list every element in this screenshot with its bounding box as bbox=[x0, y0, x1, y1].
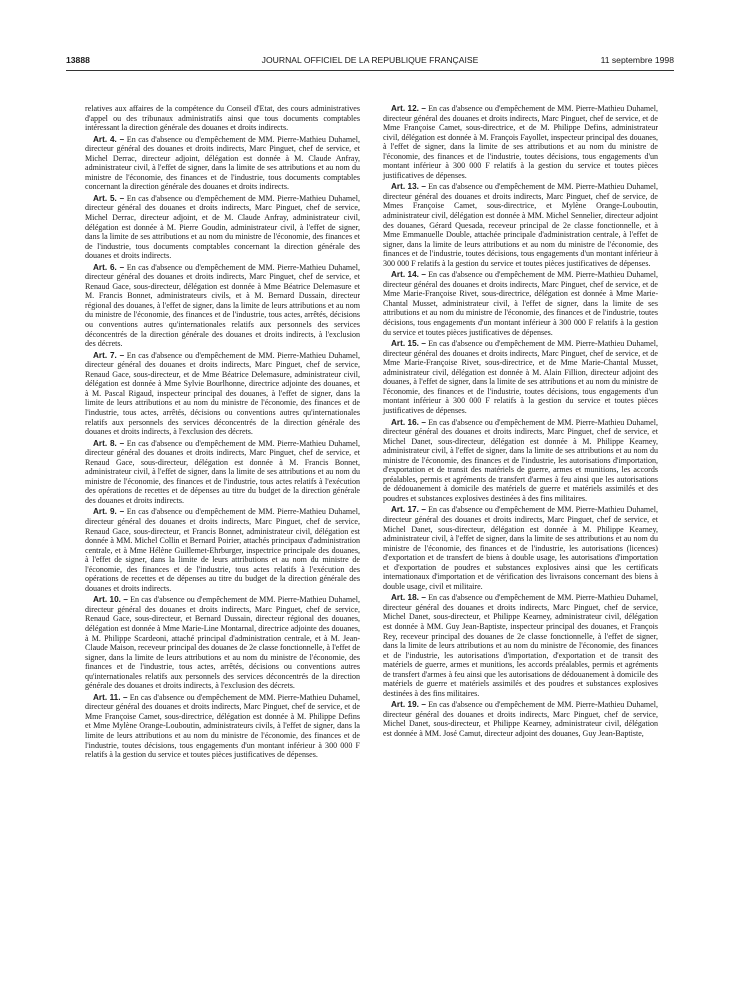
article-text: En cas d'absence ou d'empêchement de MM. Pierre-Mathieu Duhamel, directeur général des douanes et droits indirects, Marc Pinguet, chef de service, et de Mme Marie-Françoise Rivet, sous-directrice, et de Mme Marie-Chantal Musset, administrateur civil, délégation est donnée à M. Alain Fillion, directeur adjoint des douanes, à l'effet de signer, dans la limite de ses attributions et au nom du ministre de l'économie, des finances et de l'industrie, toutes décisions, tous engagements d'un montant inférieur à 300 000 F relatifs à la gestion du service et toutes pièces justificatives de dépenses. bbox=[383, 339, 658, 415]
issue-date: 11 septembre 1998 bbox=[600, 55, 674, 65]
article-label: Art. 14. – bbox=[391, 270, 426, 280]
article-label: Art. 11. – bbox=[93, 692, 128, 702]
article-paragraph bbox=[85, 507, 360, 593]
article-label: Art. 10. – bbox=[93, 595, 128, 605]
page-header bbox=[66, 55, 674, 69]
article-label: Art. 16. – bbox=[391, 417, 426, 427]
article-text: En cas d'absence ou d'empêchement de MM. Pierre-Mathieu Duhamel, directeur général des douanes et droits indirects, Marc Pinguet, chef de service, et Michel Danet, sous-directeur, délégation est donnée à M. Philippe Kearney, administrateur civil, à l'effet de signer, dans la limite de ses attributions et au nom du ministre de l'économie, des finances et de l'industrie, les autorisations (licences) d'exportation et de transfert de biens à double usage, les autorisations d'importation et d'exportation de poudres et substances explosives ainsi que les certificats internationaux d'importation et de vérification des livraisons concernant des biens à double usage, civil et militaire. bbox=[383, 505, 658, 591]
article-paragraph bbox=[383, 182, 658, 268]
article-paragraph bbox=[85, 351, 360, 437]
article-paragraph bbox=[383, 505, 658, 591]
article-paragraph bbox=[383, 418, 658, 504]
article-paragraph bbox=[383, 339, 658, 415]
article-text: En cas d'absence ou d'empêchement de MM. Pierre-Mathieu Duhamel, directeur général des douanes et droits indirects, Marc Pinguet, chef de service, et Michel Derrac, directeur adjoint, délégation est donnée à M. Claude Anfray, administrateur civil, à l'effet de signer, dans la limite de ses attributions et au nom du ministre de l'économie, des finances et de l'industrie, tous documents comptables concernant la direction générale des douanes et droits indirects. bbox=[85, 134, 360, 192]
article-text: En cas d'absence ou d'empêchement de MM. Pierre-Mathieu Duhamel, directeur général des douanes et droits indirects, Marc Pinguet, chef de service, et de Mme Françoise Camet, sous-directrice, délégation est donnée à M. Philippe Defins et Mme Mylène Orange-Louboutin, administrateurs civils, à l'effet de signer, dans la limite de leurs attributions et au nom du ministre de l'économie, des finances et de l'industrie, toutes décisions, tous engagements d'un montant inférieur à 300 000 F relatifs à la gestion du service et toutes pièces justificatives de dépenses. bbox=[85, 692, 360, 760]
article-paragraph bbox=[383, 700, 658, 738]
article-text: En cas d'absence ou d'empêchement de MM. Pierre-Mathieu Duhamel, directeur général des douanes et droits indirects, Marc Pinguet, chef de service, Renaud Gace, sous-directeur, et Francis Bonnet, administrateur civil, délégation est donnée à MM. Michel Collin et Bernard Poirier, attachés principaux d'administration centrale, et à Mme Hélène Guillemet-Ehrburger, inspectrice principale des douanes, à l'effet de signer, dans la limite de leurs attributions et au nom du ministre de l'économie, des finances et de l'industrie, tous actes relatifs à l'exécution des opérations de recettes et de dépenses au titre du budget de la direction générale des douanes et droits indirects. bbox=[85, 507, 360, 593]
article-paragraph bbox=[85, 263, 360, 349]
article-label: Art. 6. – bbox=[93, 262, 125, 272]
header-rule bbox=[66, 70, 674, 71]
article-paragraph bbox=[85, 693, 360, 760]
article-paragraph bbox=[85, 595, 360, 690]
article-label: Art. 8. – bbox=[93, 438, 125, 448]
article-label: Art. 12. – bbox=[391, 104, 426, 113]
article-text: En cas d'absence ou d'empêchement de MM. Pierre-Mathieu Duhamel, directeur général des douanes et droits indirects, Marc Pinguet, chef de service, et Renaud Gace, sous-directeur, délégation est donnée à M. Francis Bonnet, administrateur civil, à l'effet de signer, dans la limite de ses attributions et au nom du ministre de l'économie, des finances et de l'industrie, tous actes relatifs à l'exécution des opérations de recettes et de dépenses au titre du budget de la direction générale des douanes et droits indirects. bbox=[85, 438, 360, 505]
article-label: Art. 7. – bbox=[93, 350, 125, 360]
article-text: En cas d'absence ou d'empêchement de MM. Pierre-Mathieu Duhamel, directeur général des douanes et droits indirects, Marc Pinguet, chef de service, et de Mme Françoise Camet, sous-directrice, et de M. Philippe Defins, administrateur civil, délégation est donnée à M. François Fayollet, inspecteur principal des douanes, à l'effet de signer, dans la limite de ses attributions et au nom du ministre de l'économie, des finances et de l'industrie, toutes décisions, tous engagements d'un montant inférieur à 300 000 F relatifs à la gestion du service et toutes pièces justificatives de dépenses. bbox=[383, 104, 658, 180]
article-text: En cas d'absence ou d'empêchement de MM. Pierre-Mathieu Duhamel, directeur général des douanes et droits indirects, Marc Pinguet, chef de service, et Renaud Gace, sous-directeur, délégation est donnée à Mme Béatrice Delemasure et M. Francis Bonnet, administrateurs civils, et à M. Bernard Dussain, directeur régional des douanes, à l'effet de signer, dans la limite de leurs attributions et au nom du ministre de l'économie, des finances et de l'industrie, tous actes, arrêtés, décisions ou conventions autres qu'internationales relatifs aux personnels des services déconcentrés de la direction générale des douanes et droits indirects, à l'exclusion des décrets. bbox=[85, 262, 360, 349]
article-label: Art. 19. – bbox=[391, 700, 426, 710]
left-column bbox=[85, 104, 360, 762]
page-number: 13888 bbox=[66, 55, 90, 65]
article-label: Art. 18. – bbox=[391, 593, 426, 603]
article-paragraph bbox=[85, 135, 360, 192]
article-text: En cas d'absence ou d'empêchement de MM. Pierre-Mathieu Duhamel, directeur général des douanes et droits indirects, Marc Pinguet, chef de service, Renaud Gace, sous-directeur, et Bernard Dussain, directeur régional des douanes, délégation est donnée à Mme Marie-Line Montarnal, directrice adjointe des douanes, à M. Philippe Scardeoni, attaché principal d'administration centrale, et à M. Jean-Claude Maison, receveur principal des douanes de 2e classe fonctionnelle, à l'effet de signer, dans la limite de leurs attributions et au nom du ministre de l'économie, des finances et de l'industrie, tous actes, arrêtés, décisions ou conventions autres qu'internationales relatifs aux personnels des services déconcentrés de la direction générale des douanes et droits indirects, à l'exclusion des décrets. bbox=[85, 595, 360, 691]
article-text: En cas d'absence ou d'empêchement de MM. Pierre-Mathieu Duhamel, directeur général des douanes et droits indirects, Marc Pinguet, chef de service, de Mmes Françoise Camet, sous-directrice, et Mylène Orange-Louboutin, administrateur civil, délégation est donnée à MM. Michel Sennelier, directeur adjoint des douanes, Gérard Quesada, receveur principal de 2e classe fonctionnelle, et à Mme Emmanuelle Double, attachée principale d'administration centrale, à l'effet de signer, dans la limite de leurs attributions et au nom du ministre de l'économie, des finances et de l'industrie, toutes décisions, tous engagements d'un montant inférieur à 300 000 F relatifs à la gestion du service et toutes pièces justificatives de dépenses. bbox=[383, 182, 658, 268]
article-paragraph bbox=[85, 104, 360, 133]
article-label: Art. 4. – bbox=[93, 134, 125, 144]
article-label: Art. 5. – bbox=[93, 193, 125, 203]
article-text: En cas d'absence ou d'empêchement de MM. Pierre-Mathieu Duhamel, directeur général des douanes et droits indirects, Marc Pinguet, chef de service, Michel Danet, sous-directeur, et Philippe Kearney, administrateur civil, délégation est donnée à MM. José Camut, directeur adjoint des douanes, Guy Jean-Baptiste, bbox=[383, 700, 658, 738]
article-paragraph bbox=[383, 270, 658, 337]
article-text: En cas d'absence ou d'empêchement de MM. Pierre-Mathieu Duhamel, directeur général des douanes et droits indirects, Marc Pinguet, chef de service, Michel Derrac, directeur adjoint, et de M. Claude Anfray, administrateur civil, délégation est donnée à M. Pierre Goudin, administrateur civil, à l'effet de signer, dans la limite de ses attributions et au nom du ministre de l'économie, des finances et de l'industrie, tous documents comptables concernant la direction générale des douanes et droits indirects. bbox=[85, 193, 360, 261]
article-label: Art. 9. – bbox=[93, 507, 125, 517]
article-label: Art. 13. – bbox=[391, 182, 426, 192]
article-paragraph bbox=[85, 439, 360, 506]
article-paragraph bbox=[85, 194, 360, 261]
article-text: relatives aux affaires de la compétence du Conseil d'Etat, des cours administratives d'appel ou des tribunaux administratifs ainsi que tous documents comptables intéressant la direction générale des douanes et droits indirects. bbox=[85, 104, 360, 133]
article-text: En cas d'absence ou d'empêchement de MM. Pierre-Mathieu Duhamel, directeur général des douanes et droits indirects, Marc Pinguet, chef de service, et de Mme Marie-Françoise Rivet, sous-directrice, délégation est donnée à Mme Marie-Chantal Musset, administrateur civil, à l'effet de signer, dans la limite de ses attributions et au nom du ministre de l'économie, des finances et de l'industrie, toutes décisions, tous engagements d'un montant inférieur à 300 000 F relatifs à la gestion du service et toutes pièces justificatives de dépenses. bbox=[383, 270, 658, 337]
article-label: Art. 15. – bbox=[391, 339, 426, 349]
article-paragraph bbox=[383, 593, 658, 698]
article-paragraph bbox=[383, 104, 658, 180]
journal-title: JOURNAL OFFICIEL DE LA REPUBLIQUE FRANÇAISE bbox=[261, 55, 479, 65]
article-text: En cas d'absence ou d'empêchement de MM. Pierre-Mathieu Duhamel, directeur général des douanes et droits indirects, Marc Pinguet, chef de service, Renaud Gace, sous-directeur, et de Mme Béatrice Delemasure, administrateur civil, délégation est donnée à Mme Sylvie Bourlhonne, directrice adjointe des douanes, et à M. Pascal Rigaud, inspecteur principal des douanes, à l'effet de signer, dans la limite de leurs attributions et au nom du ministre de l'économie, des finances et de l'industrie, tous actes, arrêtés, décisions ou conventions autres qu'internationales relatifs aux personnels des services déconcentrés de la direction générale des douanes et droits indirects, à l'exclusion des décrets. bbox=[85, 350, 360, 437]
article-text: En cas d'absence ou d'empêchement de MM. Pierre-Mathieu Duhamel, directeur général des douanes et droits indirects, Marc Pinguet, chef de service, et Michel Danet, sous-directeur, délégation est donnée à M. Philippe Kearney, administrateur civil, à l'effet de signer, dans la limite de ses attributions et au nom du ministre de l'économie, des finances et de l'industrie, les autorisations d'importation, d'exportation et de transit des matériels de guerre, armes et munitions, les accords préalables, permis et agréments de transfert d'armes à feu ainsi que les autorisations de dédouanement à domicile des matériels de guerre et matériels assimilés et des poudres et substances explosives destinées à des fins militaires. bbox=[383, 417, 658, 503]
right-column bbox=[383, 104, 658, 741]
article-text: En cas d'absence ou d'empêchement de MM. Pierre-Mathieu Duhamel, directeur général des douanes et droits indirects, Marc Pinguet, chef de service, Michel Danet, sous-directeur, et Philippe Kearney, administrateur civil, délégation est donnée à MM. Guy Jean-Baptiste, inspecteur principal des douanes, et François Rey, receveur principal des douanes de 2e classe fonctionnelle, à l'effet de signer, dans la limite de leurs attributions et au nom du ministre de l'économie, des finances et de l'industrie, les autorisations d'importation, d'exportation et de transit des matériels de guerre, armes et munitions, les accords préalables, permis et agréments de transfert d'armes à feu ainsi que les autorisations de dédouanement à domicile des matériels de guerre et matériels assimilés et des poudres et substances explosives destinées à des fins militaires. bbox=[383, 593, 658, 698]
article-label: Art. 17. – bbox=[391, 505, 426, 515]
